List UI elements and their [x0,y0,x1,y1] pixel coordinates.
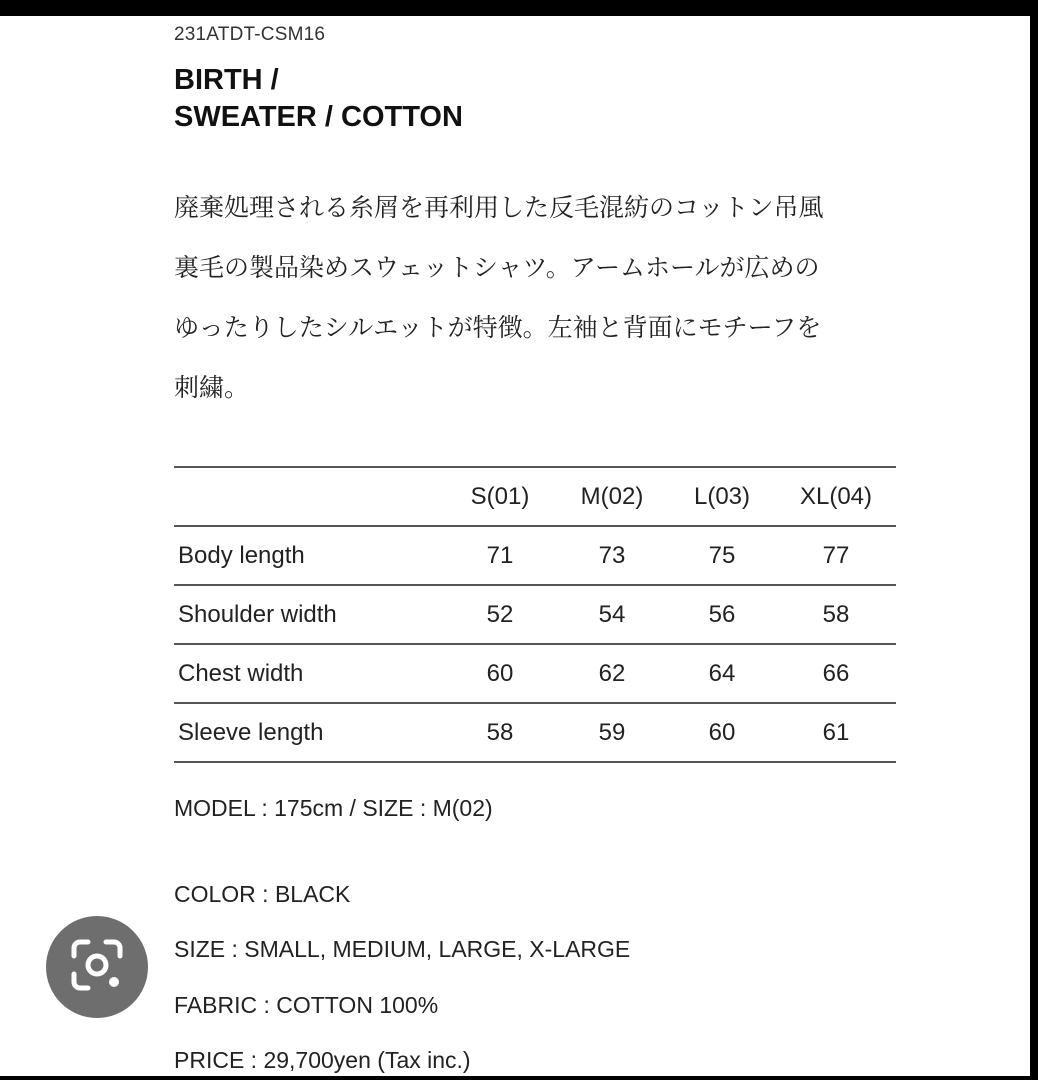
table-cell: 66 [822,659,850,687]
size-info: SIZE : SMALL, MEDIUM, LARGE, X-LARGE [174,936,631,962]
table-cell: 61 [822,718,850,746]
product-sku: 231ATDT-CSM16 [174,24,326,45]
table-cell: 58 [822,600,850,628]
google-lens-button[interactable] [46,916,148,1018]
table-cell: 54 [598,600,626,628]
price-info: PRICE : 29,700yen (Tax inc.) [174,1047,471,1073]
table-cell: 71 [486,541,514,569]
table-cell: 56 [708,600,736,628]
table-cell: 75 [708,541,736,569]
size-header-l: L(03) [693,482,751,510]
size-header-s: S(01) [470,482,530,510]
table-cell: 59 [598,718,626,746]
table-cell: 62 [598,659,626,687]
table-cell: 52 [486,600,514,628]
title-line-2: SWEATER / COTTON [174,101,463,133]
description-line: ゆったりしたシルエットが特徴。左袖と背面にモチーフを [174,314,822,342]
model-info: MODEL : 175cm / SIZE : M(02) [174,795,493,821]
table-cell: 58 [486,718,514,746]
description-line: 刺繍。 [174,374,250,402]
row-label: Chest width [178,659,304,687]
size-header-xl: XL(04) [799,482,873,510]
title-line-1: BIRTH / [174,64,279,96]
row-label: Sleeve length [178,718,324,746]
table-row [174,526,896,585]
table-cell: 60 [486,659,514,687]
size-table [174,466,896,763]
table-cell: 60 [708,718,736,746]
product-description [174,178,914,418]
table-cell: 73 [598,541,626,569]
description-line: 廃棄処理される糸屑を再利用した反毛混紡のコットン吊風 [174,194,824,222]
fabric-info: FABRIC : COTTON 100% [174,992,439,1018]
description-line: 裏毛の製品染めスウェットシャツ。アームホールが広めの [174,254,820,282]
table-cell: 64 [708,659,736,687]
table-row [174,703,896,762]
table-row [174,644,896,703]
product-title [174,62,463,136]
size-header-m: M(02) [580,482,644,510]
table-row [174,585,896,644]
row-label: Shoulder width [178,600,337,628]
size-table-header-row [174,467,896,526]
google-lens-icon [68,936,126,999]
product-page [0,16,1030,1076]
size-header-empty [174,467,444,526]
table-cell: 77 [822,541,850,569]
row-label: Body length [178,541,305,569]
color-info: COLOR : BLACK [174,881,351,907]
